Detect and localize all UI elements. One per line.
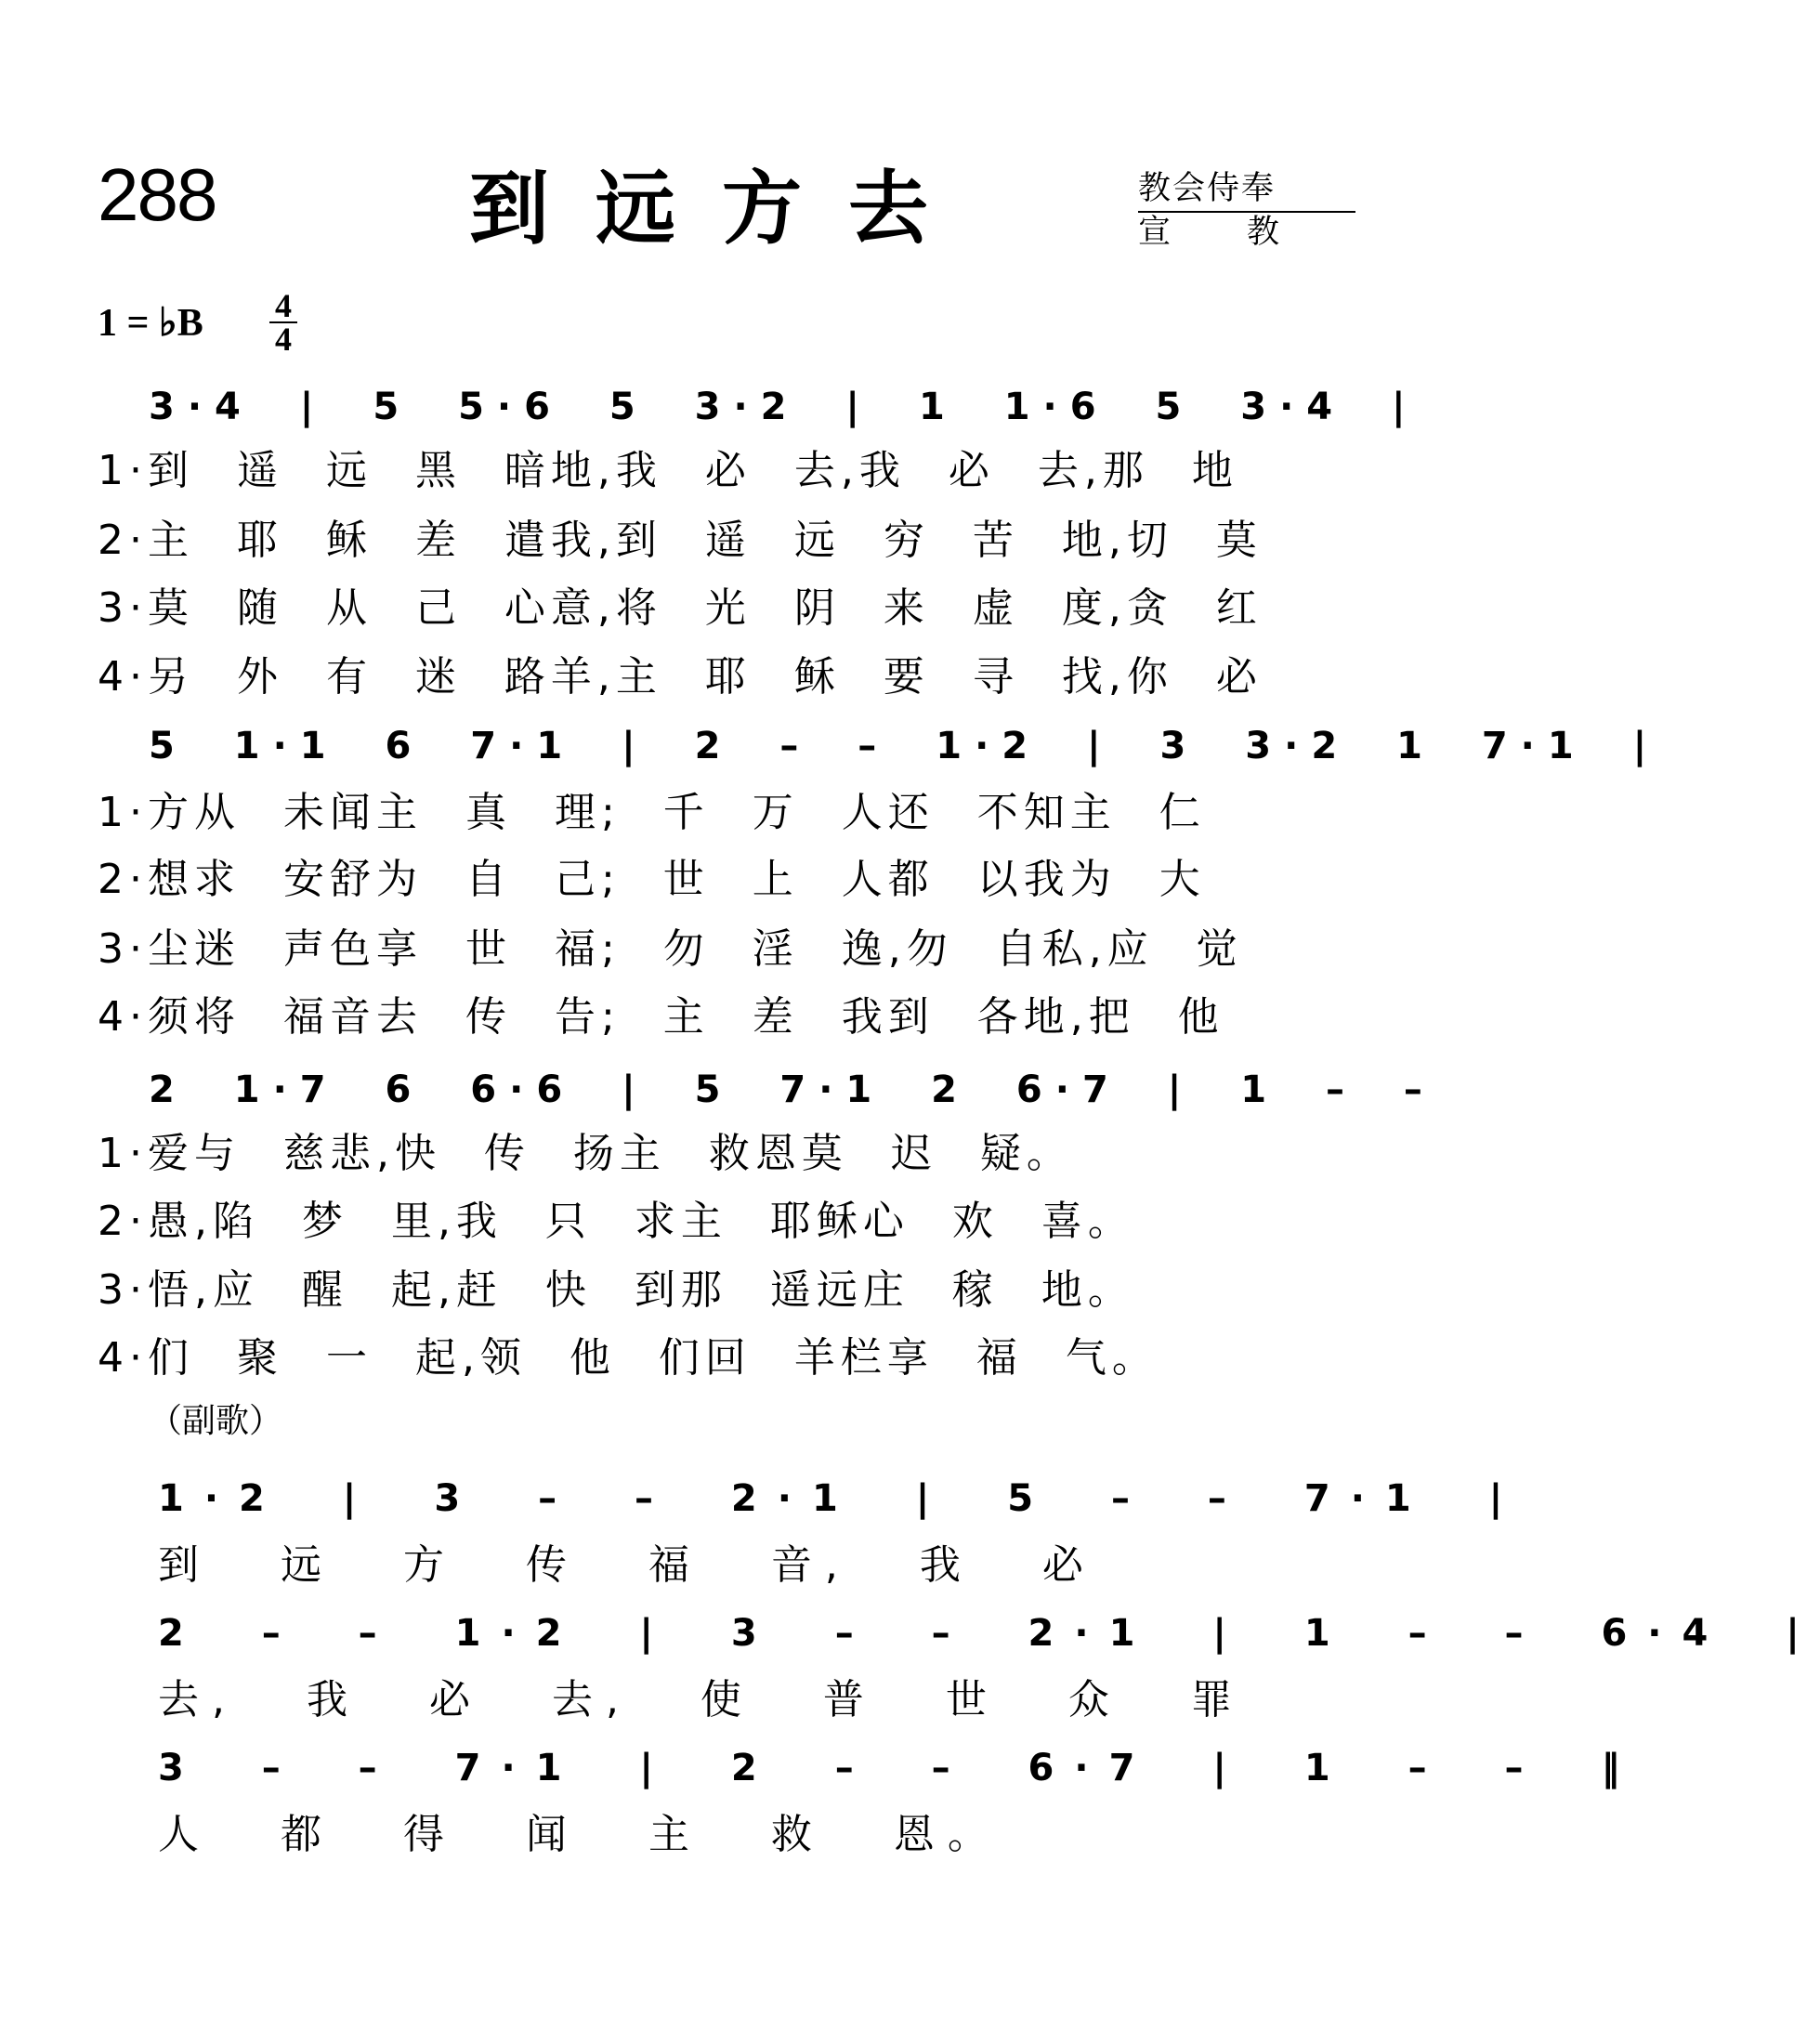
category-label	[1138, 169, 1355, 253]
notation-line: 3·4 | 5 5·6 5 3·2 | 1 1·6 5 3·4 |	[149, 386, 1419, 428]
notation-line: 2 1·7 6 6·6 | 5 7·1 2 6·7 | 1 – –	[149, 1068, 1435, 1111]
notation-line: 5 1·1 6 7·1 | 2 – – 1·2 | 3 3·2 1 7·1 |	[149, 725, 1660, 767]
hymn-number: 288	[98, 153, 216, 236]
lyric-line: 2·主 耶 稣 差 遣我,到 遥 远 穷 苦 地,切 莫	[98, 517, 1263, 564]
time-signature	[269, 287, 297, 358]
lyric-line: 1·方从 未闻主 真 理; 千 万 人还 不知主 仁	[98, 789, 1206, 836]
lyric-line: 1·爱与 慈悲,快 传 扬主 救恩莫 迟 疑。	[98, 1130, 1073, 1177]
notation-line: 3 – – 7·1 | 2 – – 6·7 | 1 – – ‖	[158, 1747, 1641, 1789]
lyric-line: 4·另 外 有 迷 路羊,主 耶 稣 要 寻 找,你 必	[98, 653, 1263, 701]
key-signature: 1 = ♭B	[98, 302, 203, 345]
time-signature-top: 4	[269, 290, 297, 323]
category-line-2: 宣教	[1138, 214, 1356, 251]
lyric-line: 去, 我 必 去, 使 普 世 众 罪	[158, 1676, 1245, 1723]
lyric-line: 人 都 得 闻 主 救 恩。	[158, 1811, 1002, 1858]
lyric-line: 4·们 聚 一 起,领 他 们回 羊栏享 福 气。	[98, 1334, 1159, 1382]
lyric-line: 3·莫 随 从 己 心意,将 光 阴 来 虚 度,贪 红	[98, 584, 1263, 632]
category-line-1: 教会侍奉	[1138, 169, 1355, 213]
lyric-line: 1·到 遥 远 黑 暗地,我 必 去,我 必 去,那 地	[98, 447, 1238, 494]
chorus-label: （副歌）	[149, 1402, 283, 1440]
lyric-line: 到 远 方 传 福 音, 我 必	[158, 1541, 1096, 1589]
lyric-line: 4·须将 福音去 传 告; 主 差 我到 各地,把 他	[98, 993, 1224, 1041]
notation-line: 1·2 | 3 – – 2·1 | 5 – – 7·1 |	[158, 1477, 1524, 1520]
lyric-line: 2·愚,陷 梦 里,我 只 求主 耶稣心 欢 喜。	[98, 1198, 1134, 1245]
notation-line: 2 – – 1·2 | 3 – – 2·1 | 1 – – 6·4 |	[158, 1612, 1820, 1655]
lyric-line: 3·尘迷 声色享 世 福; 勿 淫 逸,勿 自私,应 觉	[98, 925, 1243, 973]
time-signature-bottom: 4	[275, 321, 292, 358]
lyric-line: 3·悟,应 醒 起,赶 快 到那 遥远庄 稼 地。	[98, 1266, 1134, 1314]
hymn-title: 到远方去	[469, 163, 975, 256]
lyric-line: 2·想求 安舒为 自 己; 世 上 人都 以我为 大	[98, 856, 1206, 903]
